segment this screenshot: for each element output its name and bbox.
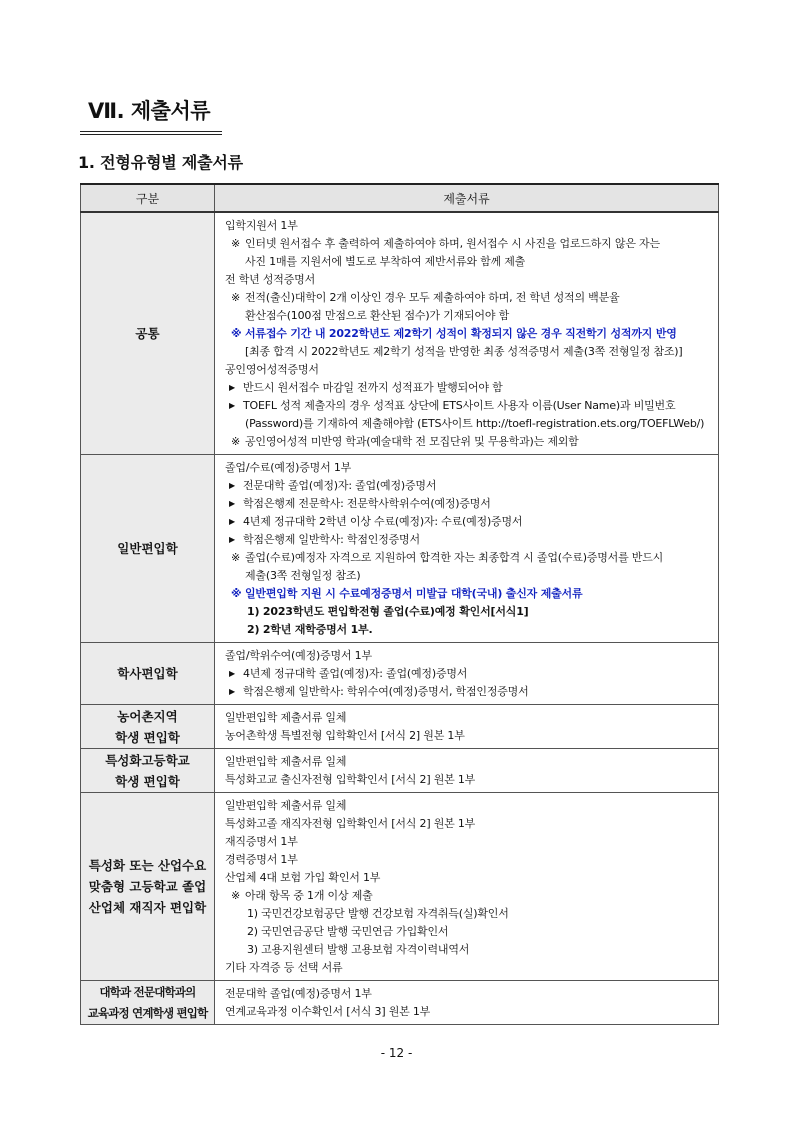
line-text: 인터넷 원서접수 후 출력하여 제출하여야 하며, 원서접수 시 사진을 업로드하지 않은 자는 bbox=[245, 237, 660, 250]
required-document-item bbox=[225, 851, 710, 869]
line-text: 2) 국민연금공단 발행 국민연금 가입확인서 bbox=[247, 925, 449, 938]
line-text: 반드시 원서접수 마감일 전까지 성적표가 발행되어야 함 bbox=[243, 381, 503, 394]
category-line: 맞춤형 고등학교 졸업 bbox=[88, 879, 207, 894]
line-text: 학점은행제 일반학사: 학위수여(예정)증명서, 학점인정증명서 bbox=[243, 685, 529, 698]
category-cell bbox=[81, 981, 215, 1025]
line-text: 졸업(수료)예정자 자격으로 지원하여 합격한 자는 최종합격 시 졸업(수료)증명서를 반드시 bbox=[245, 551, 664, 564]
line-text: 학점은행제 전문학사: 전문학사학위수여(예정)증명서 bbox=[243, 497, 491, 510]
line-text: 4년제 정규대학 졸업(예정)자: 졸업(예정)증명서 bbox=[243, 667, 468, 680]
required-document-item bbox=[225, 1003, 710, 1021]
line-text: 연계교육과정 이수확인서 [서식 3] 원본 1부 bbox=[225, 1005, 431, 1018]
table-row bbox=[81, 793, 719, 981]
required-document-item bbox=[225, 797, 710, 815]
line-text: 졸업/수료(예정)증명서 1부 bbox=[225, 461, 352, 474]
line-text: 공인영어성적 미반영 학과(예술대학 전 모집단위 및 무용학과)는 제외함 bbox=[245, 435, 579, 448]
document-note-line bbox=[225, 531, 710, 549]
documents-table bbox=[80, 183, 719, 1025]
line-text: 학점은행제 일반학사: 학점인정증명서 bbox=[243, 533, 420, 546]
line-text: [최종 합격 시 2022학년도 제2학기 성적을 반영한 최종 성적증명서 제출(3쪽 전형일정 참조)] bbox=[245, 345, 683, 358]
line-text: 특성화고교 출신자전형 입학확인서 [서식 2] 원본 1부 bbox=[225, 773, 476, 786]
category-cell bbox=[81, 793, 215, 981]
line-text: 재직증명서 1부 bbox=[225, 835, 298, 848]
chapter-title: Ⅶ. 제출서류 bbox=[88, 99, 211, 123]
document-note-line bbox=[225, 495, 710, 513]
category-line: 공통 bbox=[135, 326, 160, 341]
documents-cell bbox=[215, 793, 719, 981]
required-document-item bbox=[225, 647, 710, 665]
table-row bbox=[81, 749, 719, 793]
line-text: 특성화고졸 재직자전형 입학확인서 [서식 2] 원본 1부 bbox=[225, 817, 476, 830]
document-note-line bbox=[225, 683, 710, 701]
document-note-line bbox=[225, 235, 710, 253]
line-text: 공인영어성적증명서 bbox=[225, 363, 319, 376]
chapter-heading bbox=[80, 95, 222, 135]
reference-mark-icon: ※ bbox=[231, 291, 241, 304]
table-row bbox=[81, 705, 719, 749]
triangle-bullet-icon: ▶ bbox=[229, 401, 235, 410]
triangle-bullet-icon: ▶ bbox=[229, 499, 235, 508]
reference-mark-icon: ※ bbox=[231, 889, 241, 902]
triangle-bullet-icon: ▶ bbox=[229, 383, 235, 392]
document-note-line bbox=[225, 941, 710, 959]
line-text: 전문대학 졸업(예정)증명서 1부 bbox=[225, 987, 372, 1000]
line-text: 4년제 정규대학 2학년 이상 수료(예정)자: 수료(예정)증명서 bbox=[243, 515, 523, 528]
triangle-bullet-icon: ▶ bbox=[229, 535, 235, 544]
document-note-line bbox=[225, 905, 710, 923]
document-note-line bbox=[225, 415, 710, 433]
required-document-item bbox=[225, 753, 710, 771]
section-title: 1. 전형유형별 제출서류 bbox=[78, 153, 243, 172]
document-note-line bbox=[225, 397, 710, 415]
table-header-row bbox=[81, 184, 719, 212]
category-line: 일반편입학 bbox=[117, 541, 178, 556]
reference-mark-icon: ※ bbox=[231, 587, 242, 600]
header-documents: 제출서류 bbox=[215, 184, 719, 212]
line-text: 일반편입학 제출서류 일체 bbox=[225, 755, 347, 768]
table-row bbox=[81, 212, 719, 455]
document-note-line bbox=[225, 887, 710, 905]
line-text: 1) 국민건강보험공단 발행 건강보험 자격취득(실)확인서 bbox=[247, 907, 509, 920]
triangle-bullet-icon: ▶ bbox=[229, 687, 235, 696]
category-line: 농어촌지역 bbox=[117, 708, 178, 724]
line-text: (Password)를 기재하여 제출해야함 (ETS사이트 http://toefl-registration.ets.org/TOEFLWeb/) bbox=[245, 417, 705, 430]
document-note-line bbox=[225, 923, 710, 941]
reference-mark-icon: ※ bbox=[231, 435, 241, 448]
line-text: 입학지원서 1부 bbox=[225, 219, 298, 232]
chapter-underline bbox=[80, 131, 222, 135]
required-document-item bbox=[225, 217, 710, 235]
header-category: 구분 bbox=[81, 184, 215, 212]
line-text: 일반편입학 제출서류 일체 bbox=[225, 711, 347, 724]
triangle-bullet-icon: ▶ bbox=[229, 481, 235, 490]
required-document-item bbox=[225, 709, 710, 727]
line-text: 전 학년 성적증명서 bbox=[225, 273, 316, 286]
document-note-line bbox=[225, 549, 710, 567]
category-cell bbox=[81, 643, 215, 705]
required-document-item bbox=[225, 361, 710, 379]
required-document-item bbox=[225, 959, 710, 977]
document-note-line bbox=[225, 585, 710, 603]
line-text: 아래 항목 중 1개 이상 제출 bbox=[245, 889, 373, 902]
reference-mark-icon: ※ bbox=[231, 237, 241, 250]
document-note-line bbox=[225, 325, 710, 343]
line-text: 2) 2학년 재학증명서 1부. bbox=[247, 623, 373, 636]
triangle-bullet-icon: ▶ bbox=[229, 669, 235, 678]
documents-cell bbox=[215, 212, 719, 455]
documents-cell bbox=[215, 981, 719, 1025]
category-line: 학생 편입학 bbox=[115, 773, 180, 789]
category-cell bbox=[81, 705, 215, 749]
documents-cell bbox=[215, 705, 719, 749]
required-document-item bbox=[225, 985, 710, 1003]
required-document-item bbox=[225, 815, 710, 833]
document-note-line bbox=[225, 379, 710, 397]
documents-cell bbox=[215, 455, 719, 643]
line-text: 전적(출신)대학이 2개 이상인 경우 모두 제출하여야 하며, 전 학년 성적의 백분율 bbox=[245, 291, 620, 304]
table-row bbox=[81, 643, 719, 705]
document-note-line bbox=[225, 289, 710, 307]
line-text: 제출(3쪽 전형일정 참조) bbox=[245, 569, 361, 582]
reference-mark-icon: ※ bbox=[231, 327, 242, 340]
category-cell bbox=[81, 749, 215, 793]
category-line: 학생 편입학 bbox=[115, 729, 180, 745]
document-note-line bbox=[225, 307, 710, 325]
line-text: TOEFL 성적 제출자의 경우 성적표 상단에 ETS사이트 사용자 이름(User Name)과 비밀번호 bbox=[243, 399, 676, 412]
table-row bbox=[81, 981, 719, 1025]
line-text: 1) 2023학년도 편입학전형 졸업(수료)예정 확인서[서식1] bbox=[247, 605, 529, 618]
line-text: 환산점수(100점 만점으로 환산된 점수)가 기재되어야 함 bbox=[245, 309, 510, 322]
document-note-line bbox=[225, 343, 710, 361]
line-text: 농어촌학생 특별전형 입학확인서 [서식 2] 원본 1부 bbox=[225, 729, 465, 742]
document-note-line bbox=[225, 567, 710, 585]
document-note-line bbox=[225, 621, 710, 639]
category-line: 특성화고등학교 bbox=[105, 752, 190, 768]
category-line: 특성화 또는 산업수요 bbox=[88, 858, 207, 873]
required-document-item bbox=[225, 833, 710, 851]
document-note-line bbox=[225, 603, 710, 621]
table-row bbox=[81, 455, 719, 643]
line-text: 졸업/학위수여(예정)증명서 1부 bbox=[225, 649, 372, 662]
category-cell bbox=[81, 455, 215, 643]
line-text: 사진 1매를 지원서에 별도로 부착하여 제반서류와 함께 제출 bbox=[245, 255, 526, 268]
document-note-line bbox=[225, 665, 710, 683]
document-note-line bbox=[225, 253, 710, 271]
category-line: 교육과정 연계학생 편입학 bbox=[87, 1005, 208, 1020]
line-text: 서류접수 기간 내 2022학년도 제2학기 성적이 확정되지 않은 경우 직전학기 성적까지 반영 bbox=[245, 327, 677, 340]
category-line: 대학과 전문대학과의 bbox=[99, 984, 196, 999]
required-document-item bbox=[225, 271, 710, 289]
required-document-item bbox=[225, 459, 710, 477]
document-note-line bbox=[225, 513, 710, 531]
line-text: 산업체 4대 보험 가입 확인서 1부 bbox=[225, 871, 381, 884]
required-document-item bbox=[225, 771, 710, 789]
line-text: 전문대학 졸업(예정)자: 졸업(예정)증명서 bbox=[243, 479, 437, 492]
required-document-item bbox=[225, 869, 710, 887]
category-line: 산업체 재직자 편입학 bbox=[88, 900, 207, 915]
document-note-line bbox=[225, 433, 710, 451]
triangle-bullet-icon: ▶ bbox=[229, 517, 235, 526]
document-note-line bbox=[225, 477, 710, 495]
category-line: 학사편입학 bbox=[117, 666, 178, 681]
line-text: 3) 고용지원센터 발행 고용보험 자격이력내역서 bbox=[247, 943, 470, 956]
line-text: 일반편입학 제출서류 일체 bbox=[225, 799, 347, 812]
line-text: 기타 자격증 등 선택 서류 bbox=[225, 961, 343, 974]
line-text: 경력증명서 1부 bbox=[225, 853, 298, 866]
page-number: - 12 - bbox=[380, 1046, 413, 1060]
documents-cell bbox=[215, 749, 719, 793]
reference-mark-icon: ※ bbox=[231, 551, 241, 564]
documents-cell bbox=[215, 643, 719, 705]
line-text: 일반편입학 지원 시 수료예정증명서 미발급 대학(국내) 출신자 제출서류 bbox=[245, 587, 583, 600]
category-cell bbox=[81, 212, 215, 455]
required-document-item bbox=[225, 727, 710, 745]
